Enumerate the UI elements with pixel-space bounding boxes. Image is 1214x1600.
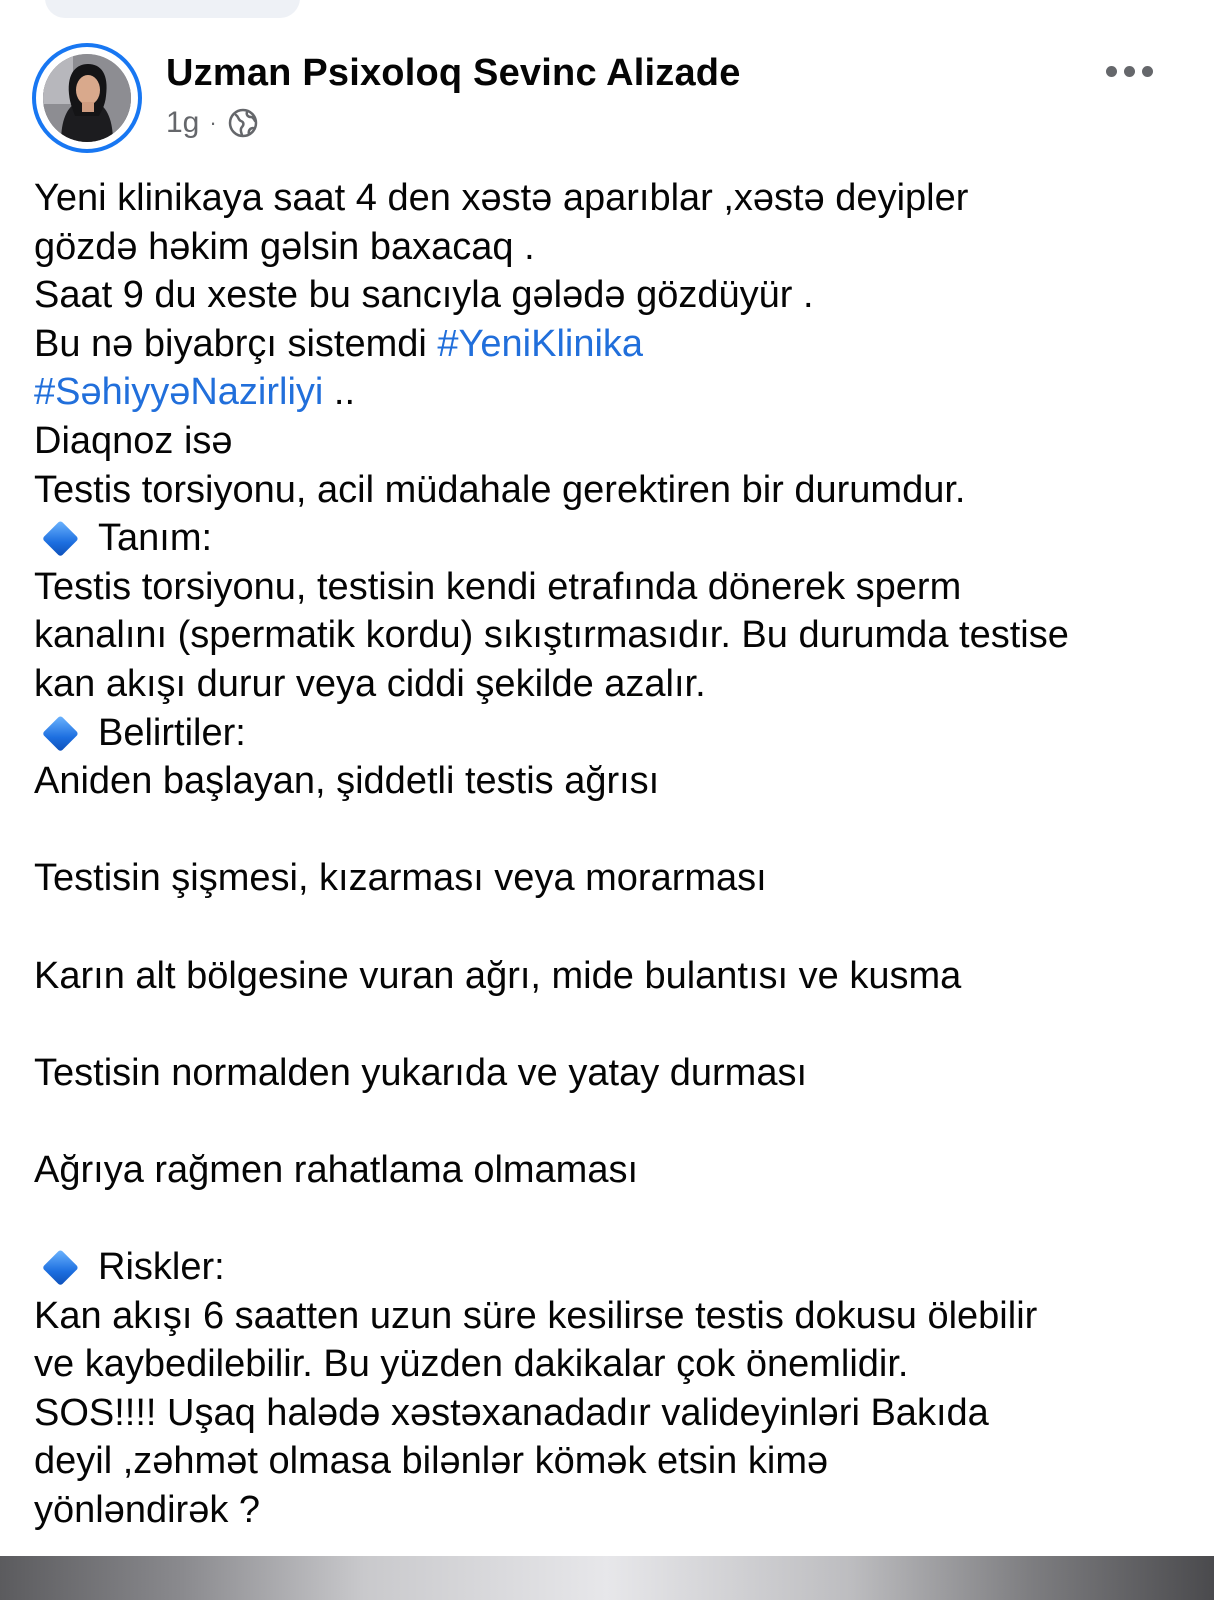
text-segment: Kan akışı 6 saatten uzun süre kesilirse testis dokusu ölebilir xyxy=(34,1294,1038,1337)
section-heading xyxy=(34,709,1194,758)
text-segment: Yeni klinikaya saat 4 den xəstə aparıblar ,xəstə deyipler xyxy=(34,177,969,219)
meta-separator: · xyxy=(209,110,217,135)
text-line xyxy=(34,417,1194,466)
text-segment: Riskler: xyxy=(98,1246,225,1289)
text-line xyxy=(34,1146,1194,1195)
text-line xyxy=(34,1292,1194,1341)
text-segment: Bu nə biyabrçı sistemdi xyxy=(34,322,438,365)
blank-line xyxy=(34,1000,1194,1049)
text-segment: .. xyxy=(323,371,356,414)
text-segment: deyil ,zəhmət olmasa bilənlər kömək etsin kimə xyxy=(34,1440,829,1483)
text-segment: kan akışı durur veya ciddi şekilde azalır. xyxy=(34,662,706,705)
text-segment: Ağrıya rağmen rahatlama olmaması xyxy=(34,1148,639,1191)
text-line xyxy=(34,223,1194,272)
section-heading xyxy=(34,1243,1194,1292)
more-dot xyxy=(1124,66,1135,77)
avatar[interactable] xyxy=(32,43,142,153)
text-segment: Karın alt bölgesine vuran ağrı, mide bulantısı ve kusma xyxy=(34,954,962,997)
text-line xyxy=(34,563,1194,612)
section-heading xyxy=(34,514,1194,563)
blank-line xyxy=(34,1097,1194,1146)
text-line xyxy=(34,271,1194,320)
hashtag-link[interactable]: #YeniKlinika xyxy=(437,322,644,365)
text-segment: ve kaybedilebilir. Bu yüzden dakikalar çok önemlidir. xyxy=(34,1343,909,1386)
text-line xyxy=(34,757,1194,806)
text-segment: Testisin normalden yukarıda ve yatay durması xyxy=(34,1051,808,1094)
text-segment: yönləndirək ? xyxy=(34,1489,261,1532)
text-segment: kanalını (spermatik kordu) sıkıştırmasıdır. Bu durumda testise xyxy=(34,614,1069,657)
blank-line xyxy=(34,903,1194,952)
post-meta xyxy=(166,106,259,140)
text-line xyxy=(34,174,1194,223)
text-line xyxy=(34,368,1194,417)
text-line xyxy=(34,1389,1194,1438)
globe-icon xyxy=(227,107,259,139)
text-segment: SOS!!!! Uşaq halədə xəstəxanadadır valideyinləri Bakıda xyxy=(34,1391,989,1434)
text-segment: Testis torsiyonu, acil müdahale gerektiren bir durumdur. xyxy=(34,468,966,511)
author-name[interactable]: Uzman Psixoloq Sevinc Alizade xyxy=(166,52,741,94)
blue-diamond-icon xyxy=(42,1249,79,1286)
text-line xyxy=(34,952,1194,1001)
more-dot xyxy=(1142,66,1153,77)
attached-image-preview[interactable] xyxy=(0,1556,1214,1600)
blank-line xyxy=(34,1194,1194,1243)
text-line xyxy=(34,1340,1194,1389)
text-line xyxy=(34,466,1194,515)
text-segment: Aniden başlayan, şiddetli testis ağrısı xyxy=(34,760,660,803)
more-options-icon[interactable] xyxy=(1106,60,1156,82)
text-line xyxy=(34,1437,1194,1486)
more-dot xyxy=(1106,66,1117,77)
text-segment: Testis torsiyonu, testisin kendi etrafında dönerek sperm xyxy=(34,565,962,608)
blank-line xyxy=(34,806,1194,855)
profile-photo-graphic xyxy=(43,54,131,142)
text-line xyxy=(34,854,1194,903)
text-line xyxy=(34,660,1194,709)
text-segment: Diaqnoz isə xyxy=(34,419,233,462)
blue-diamond-icon xyxy=(42,715,79,752)
text-line xyxy=(34,1486,1194,1535)
top-search-pill[interactable] xyxy=(45,0,300,18)
text-line xyxy=(34,1049,1194,1098)
blue-diamond-icon xyxy=(42,520,79,557)
post-time[interactable]: 1g xyxy=(166,106,200,139)
hashtag-link[interactable]: #SəhiyyəNazirliyi xyxy=(34,371,324,414)
profile-photo xyxy=(43,54,131,142)
text-line xyxy=(34,611,1194,660)
text-segment: Testisin şişmesi, kızarması veya morarması xyxy=(34,857,767,900)
post-text xyxy=(34,174,1194,1535)
text-line xyxy=(34,320,1194,369)
text-segment: gözdə həkim gəlsin baxacaq . xyxy=(34,225,535,268)
text-segment: Saat 9 du xeste bu sancıyla gələdə gözdüyür . xyxy=(34,274,814,317)
text-segment: Tanım: xyxy=(98,517,213,560)
text-segment: Belirtiler: xyxy=(98,711,246,754)
